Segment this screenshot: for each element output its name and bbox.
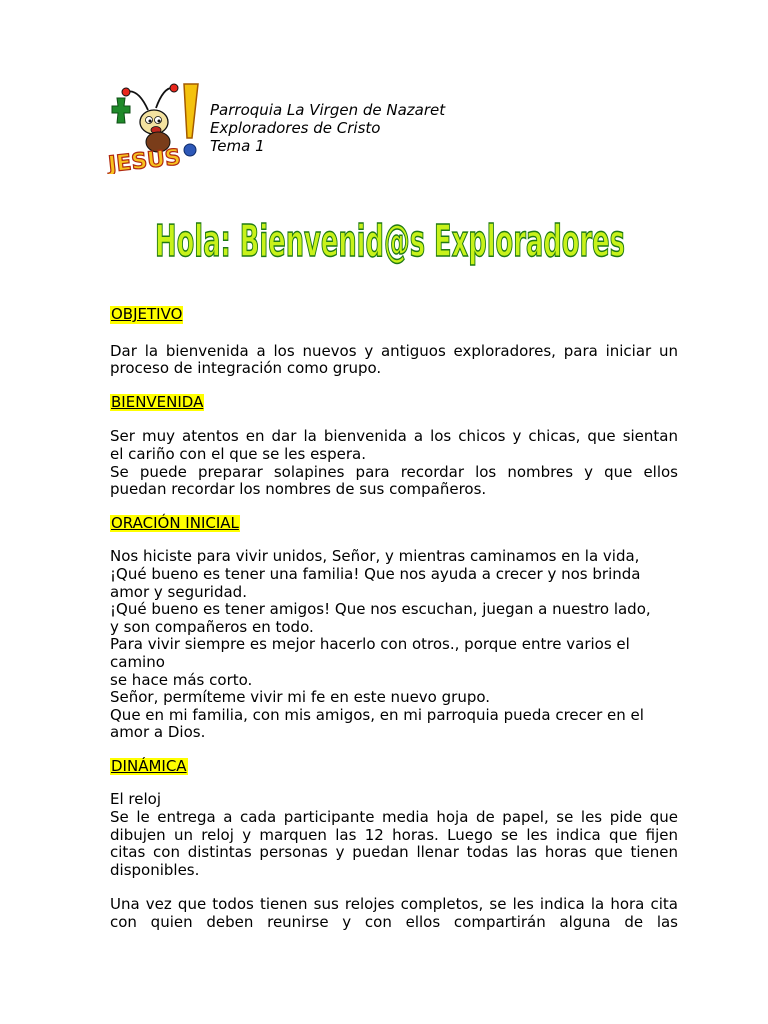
- prayer-line: y son compañeros en todo.: [110, 617, 314, 636]
- section-objetivo: [110, 306, 678, 324]
- document-header: [210, 101, 445, 155]
- section-heading: ORACIÓN INICIAL: [111, 513, 239, 532]
- paragraph-line: con quien deben reunirse y con ellos compartirán alguna de las: [110, 913, 678, 932]
- prayer-line: Nos hiciste para vivir unidos, Señor, y mientras caminamos en la vida,: [110, 547, 640, 566]
- group-name: Exploradores de Cristo: [210, 119, 381, 137]
- paragraph-line: dibujen un reloj y marquen las 12 horas. Luego se les indica que fijen: [110, 825, 678, 844]
- paragraph-line: citas con distintas personas y puedan llenar todas las horas que tienen: [110, 843, 678, 862]
- cartoon-mascot-icon: [104, 80, 202, 174]
- prayer-line: ¡Qué bueno es tener una familia! Que nos ayuda a crecer y nos brinda: [110, 564, 641, 583]
- section-bienvenida: [110, 394, 678, 412]
- section-dinamica: [110, 758, 678, 776]
- prayer-line: Que en mi familia, con mis amigos, en mi parroquia pueda crecer en el: [110, 705, 644, 724]
- section-heading: BIENVENIDA: [111, 392, 204, 411]
- paragraph-line: Se puede preparar solapines para recordar los nombres y que ellos: [110, 462, 678, 481]
- paragraph-line: el cariño con el que se les espera.: [110, 444, 366, 463]
- logo-text: JESUS: [107, 145, 183, 174]
- paragraph-line: proceso de integración como grupo.: [110, 359, 382, 378]
- paragraph-line: Ser muy atentos en dar la bienvenida a los chicos y chicas, que sientan: [110, 427, 678, 446]
- parish-name: Parroquia La Virgen de Nazaret: [210, 101, 446, 119]
- section-heading: DINÁMICA: [111, 756, 187, 775]
- prayer-line: se hace más corto.: [110, 670, 253, 689]
- prayer-line: camino: [110, 652, 165, 671]
- paragraph-line: disponibles.: [110, 860, 200, 879]
- prayer-line: Para vivir siempre es mejor hacerlo con otros., porque entre varios el: [110, 635, 630, 654]
- topic-label: Tema 1: [210, 137, 265, 155]
- logo: [104, 80, 202, 174]
- page-title: [0, 198, 768, 278]
- document-body: [110, 306, 678, 932]
- prayer-line: amor a Dios.: [110, 723, 206, 742]
- subsection-title: El reloj: [110, 790, 161, 809]
- paragraph-line: Se le entrega a cada participante media hoja de papel, se les pide que: [110, 808, 678, 827]
- prayer-line: ¡Qué bueno es tener amigos! Que nos escuchan, juegan a nuestro lado,: [110, 600, 651, 619]
- paragraph-line: Una vez que todos tienen sus relojes completos, se les indica la hora cita: [110, 895, 678, 914]
- paragraph-line: puedan recordar los nombres de sus compañeros.: [110, 480, 487, 499]
- section-heading: OBJETIVO: [111, 305, 183, 323]
- title-text: Hola: Bienvenid@s Exploradores: [155, 216, 625, 267]
- prayer-line: amor y seguridad.: [110, 582, 247, 601]
- section-oracion: [110, 515, 678, 533]
- prayer-line: Señor, permíteme vivir mi fe en este nuevo grupo.: [110, 688, 491, 707]
- paragraph-line: Dar la bienvenida a los nuevos y antiguos exploradores, para iniciar un: [110, 341, 678, 360]
